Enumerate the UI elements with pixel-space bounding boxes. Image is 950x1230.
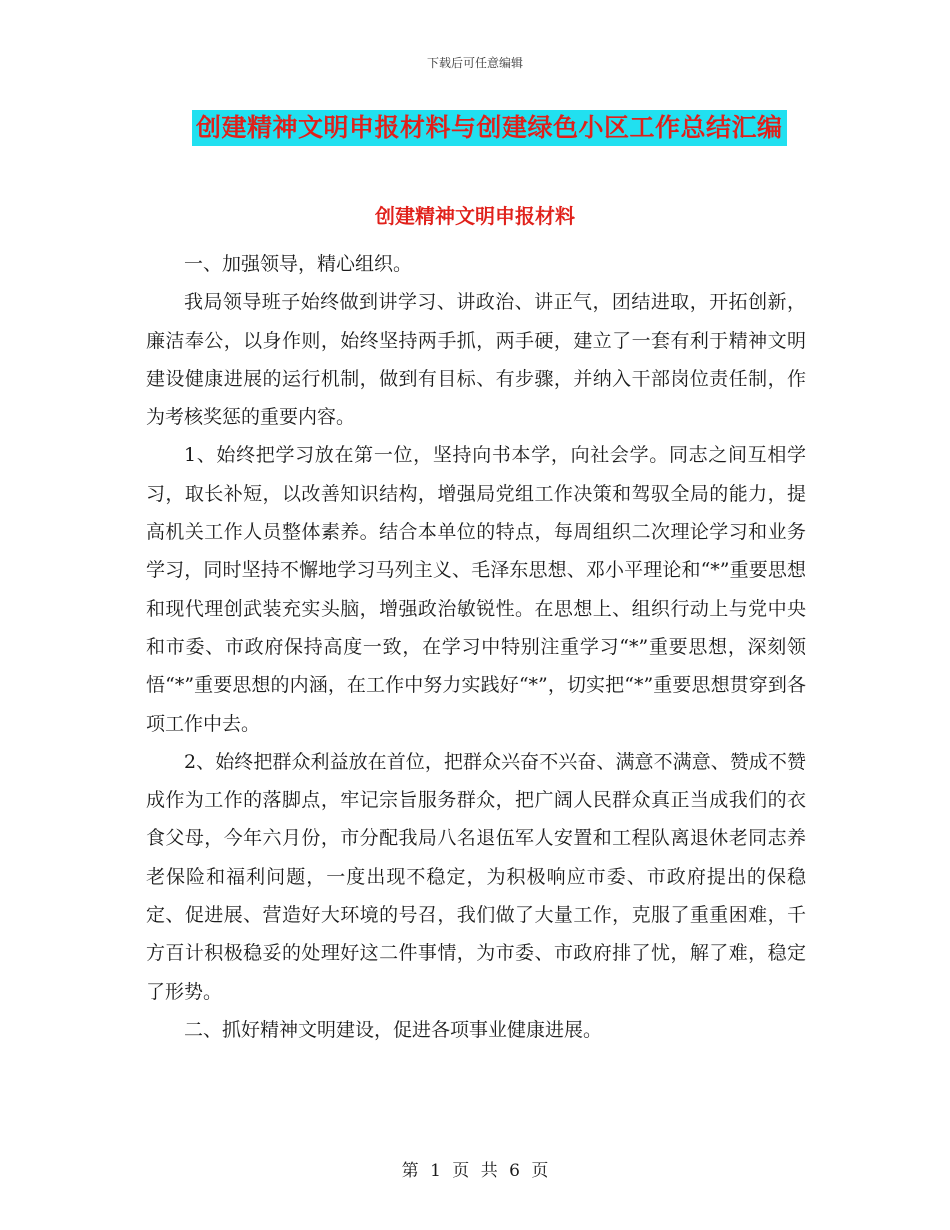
page-footer: 第 1 页 共 6 页 [401, 1161, 549, 1181]
paragraph: 1、始终把学习放在第一位，坚持向书本学，向社会学。同志之间互相学习，取长补短，以改善知识结构，增强局党组工作决策和驾驭全局的能力，提高机关工作人员整体素养。结合本单位的特点，每周组织二次理论学习和业务学习，同时坚持不懈地学习马列主义、毛泽东思想、邓小平理论和“*”重要思想和现代理创武装充实头脑，增强政治敏锐性。在思想上、组织行动上与党中央和市委、市政府保持高度一致，在学习中特别注重学习“*”重要思想，深刻领悟“*”重要思想的内涵，在工作中努力实践好“*”，切实把“*”重要思想贯穿到各项工作中去。 [146, 444, 806, 735]
paragraph: 我局领导班子始终做到讲学习、讲政治、讲正气，团结进取，开拓创新，廉洁奉公，以身作则，始终坚持两手抓，两手硬，建立了一套有利于精神文明建设健康进展的运行机制，做到有目标、有步骤，并纳入干部岗位责任制，作为考核奖惩的重要内容。 [146, 291, 806, 429]
header-note: 下载后可任意编辑 [426, 56, 523, 70]
paragraph: 2、始终把群众利益放在首位，把群众兴奋不兴奋、满意不满意、赞成不赞成作为工作的落脚点，牢记宗旨服务群众，把广阔人民群众真正当成我们的衣食父母，今年六月份，市分配我局八名退伍军人安置和工程队离退休老同志养老保险和福利问题，一度出现不稳定，为积极响应市委、市政府提出的保稳定、促进展、营造好大环境的号召，我们做了大量工作，克服了重重困难，千方百计积极稳妥的处理好这二件事情，为市委、市政府排了忧，解了难，稳定了形势。 [146, 750, 806, 1003]
paragraph: 一、加强领导，精心组织。 [184, 253, 413, 275]
body-text [146, 245, 806, 1049]
document-title: 创建精神文明申报材料与创建绿色小区工作总结汇编 [192, 110, 787, 146]
paragraph: 二、抓好精神文明建设，促进各项事业健康进展。 [184, 1018, 603, 1041]
section-title: 创建精神文明申报材料 [375, 204, 575, 228]
